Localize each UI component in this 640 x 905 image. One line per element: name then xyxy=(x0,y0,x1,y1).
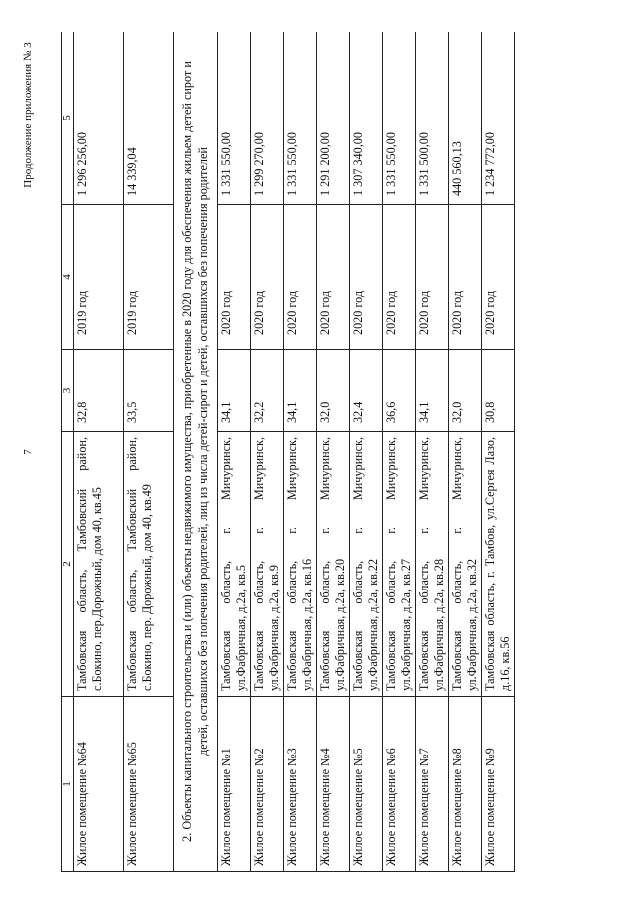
object-name: Жилое помещение №5 xyxy=(350,697,383,872)
table-row xyxy=(416,32,449,872)
object-cost: 1 234 772,00 xyxy=(482,32,515,205)
object-name: Жилое помещение №65 xyxy=(124,697,174,872)
object-year: 2019 год xyxy=(74,205,124,350)
object-year: 2020 год xyxy=(284,205,317,350)
col-header-3: 3 xyxy=(62,350,74,432)
object-area: 34,1 xyxy=(416,350,449,432)
object-address: Тамбовская область, Тамбовский район, с.Бокино, пер. Дорожный, дом 40, кв.49 xyxy=(124,432,174,697)
object-cost: 1 331 550,00 xyxy=(284,32,317,205)
object-address: Тамбовская область, г. Мичуринск, ул.Фабричная, д.2а, кв.9 xyxy=(251,432,284,697)
object-cost: 1 307 340,00 xyxy=(350,32,383,205)
object-address: Тамбовская область, г. Тамбов, ул.Сергея Лазо, д.16, кв.56 xyxy=(482,432,515,697)
object-name: Жилое помещение №3 xyxy=(284,697,317,872)
object-name: Жилое помещение №6 xyxy=(383,697,416,872)
object-year: 2020 год xyxy=(251,205,284,350)
object-cost: 1 299 270,00 xyxy=(251,32,284,205)
object-year: 2020 год xyxy=(416,205,449,350)
table-row xyxy=(251,32,284,872)
object-name: Жилое помещение №9 xyxy=(482,697,515,872)
object-year: 2020 год xyxy=(350,205,383,350)
object-area: 32,0 xyxy=(449,350,482,432)
object-name: Жилое помещение №1 xyxy=(218,697,251,872)
object-address: Тамбовская область, г. Мичуринск, ул.Фабричная, д.2а, кв.5 xyxy=(218,432,251,697)
object-name: Жилое помещение №8 xyxy=(449,697,482,872)
table-row xyxy=(482,32,515,872)
table-row xyxy=(317,32,350,872)
object-area: 33,5 xyxy=(124,350,174,432)
object-area: 34,1 xyxy=(218,350,251,432)
property-table xyxy=(61,32,515,872)
object-address: Тамбовская область, г. Мичуринск, ул.Фабричная, д.2а, кв.28 xyxy=(416,432,449,697)
object-year: 2020 год xyxy=(482,205,515,350)
col-header-5: 5 xyxy=(62,32,74,205)
object-year: 2020 год xyxy=(317,205,350,350)
object-area: 32,4 xyxy=(350,350,383,432)
object-address: Тамбовская область, г. Мичуринск, ул.Фабричная, д.2а, кв.27 xyxy=(383,432,416,697)
object-cost: 1 296 256,00 xyxy=(74,32,124,205)
object-name: Жилое помещение №4 xyxy=(317,697,350,872)
continuation-note: Продолжение приложения № 3 xyxy=(22,42,34,188)
object-cost: 1 291 200,00 xyxy=(317,32,350,205)
object-year: 2020 год xyxy=(218,205,251,350)
col-header-2: 2 xyxy=(62,432,74,697)
table-row xyxy=(124,32,174,872)
object-address: Тамбовская область, г. Мичуринск, ул.Фабричная, д.2а, кв.20 xyxy=(317,432,350,697)
object-address: Тамбовская область, г. Мичуринск, ул.Фабричная, д.2а, кв.32 xyxy=(449,432,482,697)
object-area: 32,2 xyxy=(251,350,284,432)
object-address: Тамбовская область, г. Мичуринск, ул.Фабричная, д.2а, кв.22 xyxy=(350,432,383,697)
object-area: 32,0 xyxy=(317,350,350,432)
object-cost: 14 339,04 xyxy=(124,32,174,205)
object-name: Жилое помещение №64 xyxy=(74,697,124,872)
object-cost: 1 331 550,00 xyxy=(383,32,416,205)
table-row xyxy=(218,32,251,872)
section-row xyxy=(174,32,218,872)
object-cost: 440 560,13 xyxy=(449,32,482,205)
object-cost: 1 331 500,00 xyxy=(416,32,449,205)
table-row xyxy=(449,32,482,872)
object-year: 2020 год xyxy=(383,205,416,350)
object-area: 32,8 xyxy=(74,350,124,432)
section-title: 2. Объекты капитального строительства и (или) объекты недвижимого имущества, приобретенные в 2020 году для обеспечения жильем детей сирот и детей, оставшихся без попечения родителей, лиц из числа детей-сирот и детей, оставшихся без попечения родителей xyxy=(174,32,218,872)
object-cost: 1 331 550,00 xyxy=(218,32,251,205)
page-number: 7 xyxy=(22,449,34,455)
object-name: Жилое помещение №7 xyxy=(416,697,449,872)
object-area: 34,1 xyxy=(284,350,317,432)
document-page-table-area xyxy=(61,32,636,872)
table-row xyxy=(74,32,124,872)
object-year: 2020 год xyxy=(449,205,482,350)
object-name: Жилое помещение №2 xyxy=(251,697,284,872)
table-row xyxy=(284,32,317,872)
table-row xyxy=(350,32,383,872)
object-year: 2019 год xyxy=(124,205,174,350)
col-header-4: 4 xyxy=(62,205,74,350)
object-area: 30,8 xyxy=(482,350,515,432)
col-header-1: 1 xyxy=(62,697,74,872)
object-address: Тамбовская область, г. Мичуринск, ул.Фабричная, д.2а, кв.16 xyxy=(284,432,317,697)
object-area: 36,6 xyxy=(383,350,416,432)
rotated-landscape-table xyxy=(61,32,636,872)
column-number-row xyxy=(62,32,74,872)
object-address: Тамбовская область, Тамбовский район, с.Бокино, пер.Дорожный, дом 40, кв.45 xyxy=(74,432,124,697)
table-row xyxy=(383,32,416,872)
